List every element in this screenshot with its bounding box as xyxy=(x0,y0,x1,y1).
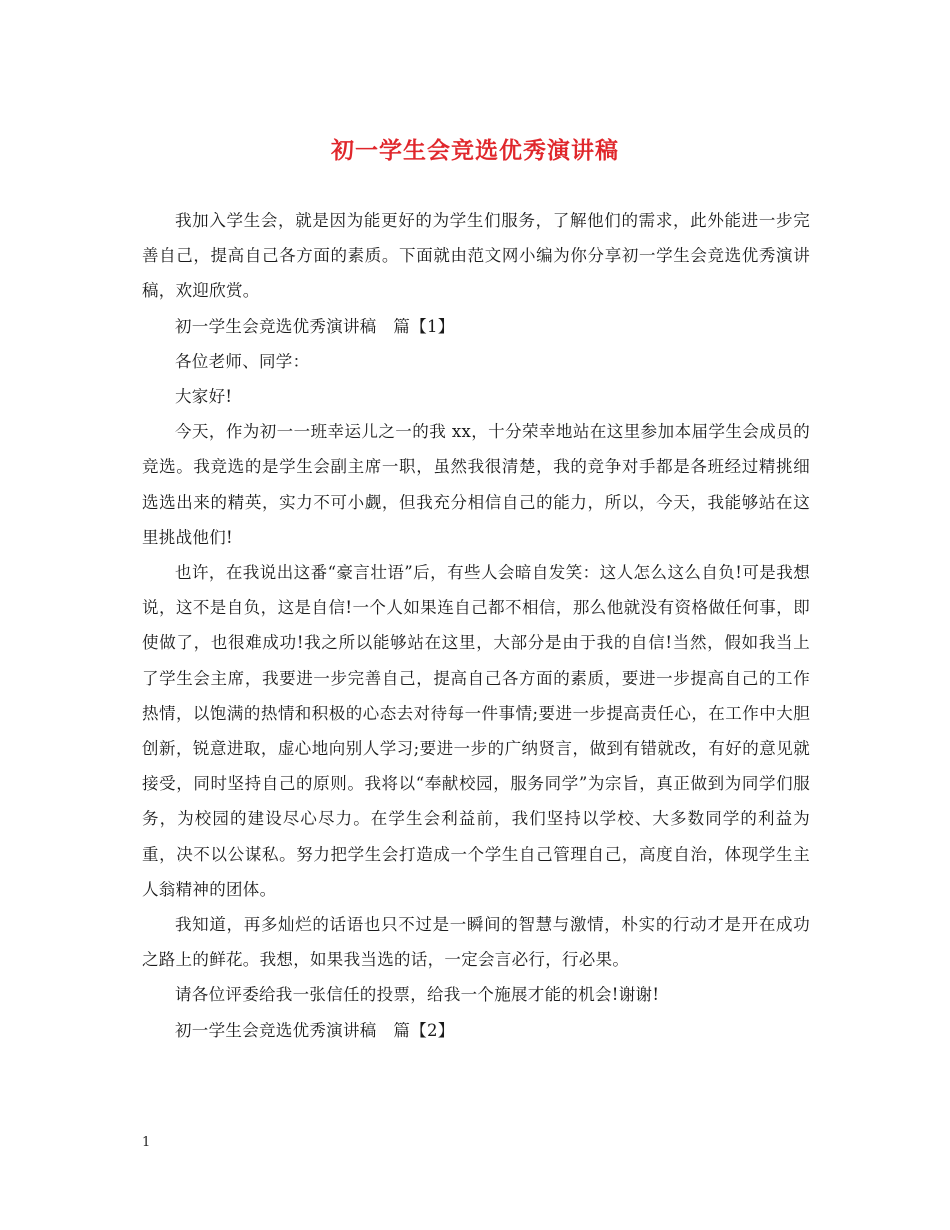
intro-paragraph: 我加入学生会，就是因为能更好的为学生们服务，了解他们的需求，此外能进一步完善自己，提高自己各方面的素质。下面就由范文网小编为你分享初一学生会竞选优秀演讲稿，欢迎欣赏。 xyxy=(142,211,810,301)
document-title: 初一学生会竞选优秀演讲稿 xyxy=(331,137,619,164)
body-paragraph: 也许，在我说出这番“豪言壮语”后，有些人会暗自发笑：这人怎么这么自负!可是我想说，这不是自负，这是自信!一个人如果连自己都不相信，那么他就没有资格做任何事，即使做了，也很难成功!我之所以能够站在这里，大部分是由于我的自信!当然，假如我当上了学生会主席，我要进一步完善自己，提高自己各方面的素质，要进一步提高自己的工作热情，以饱满的热情和积极的心态去对待每一件事情;要进一步提高责任心，在工作中大胆创新，锐意进取，虚心地向别人学习;要进一步的广纳贤言，做到有错就改，有好的意见就接受，同时坚持自己的原则。我将以“奉献校园，服务同学”为宗旨，真正做到为同学们服务，为校园的建设尽心尽力。在学生会利益前，我们坚持以学校、大多数同学的利益为重，决不以公谋私。努力把学生会打造成一个学生自己管理自己，高度自治，体现学生主人翁精神的团体。 xyxy=(142,563,810,899)
section-heading-1: 初一学生会竞选优秀演讲稿 篇【1】 xyxy=(175,316,455,336)
closing-paragraph: 请各位评委给我一张信任的投票，给我一个施展才能的机会!谢谢! xyxy=(175,985,660,1005)
greeting: 大家好! xyxy=(175,387,233,407)
section-heading-2: 初一学生会竞选优秀演讲稿 篇【2】 xyxy=(175,1020,455,1040)
body-paragraph: 今天，作为初一一班幸运儿之一的我 xx，十分荣幸地站在这里参加本届学生会成员的竞选。我竞选的是学生会副主席一职，虽然我很清楚，我的竞争对手都是各班经过精挑细选选出来的精英，实力不可小觑，但我充分相信自己的能力，所以，今天，我能够站在这里挑战他们! xyxy=(142,422,810,547)
salutation: 各位老师、同学： xyxy=(175,351,310,371)
document-body xyxy=(142,203,810,1048)
page-number: 1 xyxy=(142,1135,151,1150)
body-paragraph: 我知道，再多灿烂的话语也只不过是一瞬间的智慧与激情，朴实的行动才是开在成功之路上的鲜花。我想，如果我当选的话，一定会言必行，行必果。 xyxy=(142,915,810,970)
